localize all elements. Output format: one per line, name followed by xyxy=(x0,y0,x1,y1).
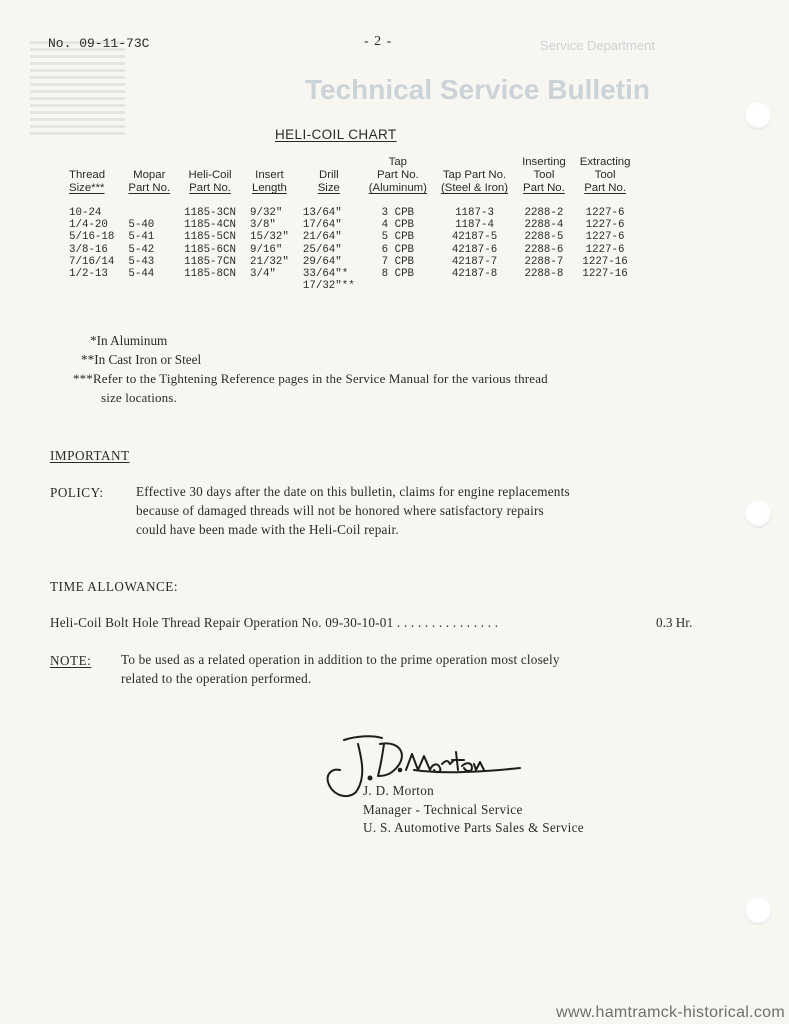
policy-text xyxy=(136,482,716,539)
column-header-7 xyxy=(434,156,515,195)
table-cell: 2288-6 xyxy=(524,243,564,256)
column-header-line: Tap xyxy=(388,156,408,168)
table-cell: 2288-8 xyxy=(524,268,564,281)
table-cell: 13/64" xyxy=(302,207,342,219)
table-cell: 2288-7 xyxy=(524,255,564,268)
table-cell: 33/64"* xyxy=(302,268,349,281)
bleed-through-heading: Service Department xyxy=(540,38,655,53)
column-header-line: Inserting xyxy=(522,156,566,168)
table-cell: 25/64" xyxy=(302,243,342,256)
policy-line-3: could have been made with the Heli-Coil repair. xyxy=(136,522,399,537)
column-header-6 xyxy=(362,156,434,195)
column-header-line: Insert xyxy=(255,169,284,181)
signer-organization: U. S. Automotive Parts Sales & Service xyxy=(363,820,584,836)
table-cell: 42187-5 xyxy=(451,231,498,244)
table-cell: 10-24 xyxy=(69,207,102,219)
chart-title: HELI-COIL CHART xyxy=(275,127,397,142)
table-cell: 7 CPB xyxy=(381,255,415,268)
column-header-1 xyxy=(62,156,121,195)
table-cell: 5/16-18 xyxy=(69,231,115,244)
table-cell: 42187-6 xyxy=(451,243,498,256)
column-header-line: Length xyxy=(252,182,287,194)
column-header-line: Drill xyxy=(318,169,339,181)
footnote-reference-line-1: ***Refer to the Tightening Reference pages in the Service Manual for the various thread xyxy=(73,371,548,386)
table-cell xyxy=(177,280,243,292)
table-cell: 9/16" xyxy=(249,243,283,256)
table-cell xyxy=(243,280,296,292)
column-header-line: Part No. xyxy=(523,182,565,194)
table-cell: 17/64" xyxy=(302,219,342,232)
column-header-9 xyxy=(573,156,638,195)
table-cell xyxy=(121,280,177,292)
table-row xyxy=(62,268,637,280)
bleed-through-logo xyxy=(30,40,125,135)
table-cell: 3/4" xyxy=(249,268,276,281)
table-row xyxy=(62,256,637,268)
signer-name: J. D. Morton xyxy=(363,783,435,798)
column-header-line: (Aluminum) xyxy=(368,182,427,194)
important-heading: IMPORTANT xyxy=(50,448,130,463)
table-cell: 42187-7 xyxy=(451,255,498,268)
table-cell: 17/32"** xyxy=(302,280,355,293)
table-cell: 1227-6 xyxy=(585,243,625,256)
column-header-8 xyxy=(515,156,573,195)
column-header-line: Size*** xyxy=(69,182,105,194)
table-cell: 1227-16 xyxy=(582,268,628,281)
document-number: No. 09-11-73C xyxy=(48,36,150,51)
note-line-1: To be used as a related operation in addition to the prime operation most closely xyxy=(121,652,560,667)
table-cell: 5-43 xyxy=(128,255,155,268)
column-header-line: Part No. xyxy=(189,182,231,194)
table-cell xyxy=(362,280,434,292)
table-cell: 1227-6 xyxy=(585,207,625,219)
table-row xyxy=(62,195,637,219)
table-cell: 3/8-16 xyxy=(69,243,108,256)
table-cell: 7/16/14 xyxy=(69,255,115,268)
note-line-2: related to the operation performed. xyxy=(121,671,312,686)
table-header-row xyxy=(62,156,637,195)
table-cell: 1/4-20 xyxy=(69,219,108,232)
table-cell xyxy=(62,280,121,292)
table-cell: 21/64" xyxy=(302,231,342,244)
table-cell: 4 CPB xyxy=(381,219,415,232)
table-cell: 21/32" xyxy=(249,255,289,268)
footnote-aluminum: *In Aluminum xyxy=(90,333,168,348)
punch-hole-bottom xyxy=(744,897,772,925)
column-header-2 xyxy=(121,156,177,195)
policy-label: POLICY: xyxy=(50,485,104,500)
table-cell: 1185-5CN xyxy=(184,231,236,244)
operation-text: Heli-Coil Bolt Hole Thread Repair Operation No. 09-30-10-01 xyxy=(50,615,394,630)
table-row xyxy=(62,280,637,292)
table-cell: 2288-2 xyxy=(524,207,564,219)
column-header-line: (Steel & Iron) xyxy=(440,182,509,194)
column-header-line: Part No. xyxy=(584,182,626,194)
dot-leader: . . . . . . . . . . . . . . . xyxy=(396,615,499,630)
table-cell: 1227-6 xyxy=(585,231,625,244)
table-row xyxy=(62,244,637,256)
column-header-line: Part No. xyxy=(128,182,171,194)
table-cell: 8 CPB xyxy=(381,268,415,281)
column-header-3 xyxy=(177,156,243,195)
table-cell: 2288-4 xyxy=(524,219,564,232)
table-cell: 2288-5 xyxy=(524,231,564,244)
table-cell xyxy=(515,280,573,292)
table-cell: 5-44 xyxy=(128,268,155,281)
table-cell: 5-40 xyxy=(128,219,155,232)
table-cell: 6 CPB xyxy=(381,243,415,256)
punch-hole-top xyxy=(744,102,772,130)
time-allowance-hours: 0.3 Hr. xyxy=(656,615,693,630)
website-watermark: www.hamtramck-historical.com xyxy=(556,1004,785,1021)
column-header-line: Tap Part No. xyxy=(442,169,507,181)
table-cell: 1185-8CN xyxy=(184,268,236,281)
table-cell xyxy=(121,195,177,219)
table-row xyxy=(62,231,637,243)
footnote-reference xyxy=(73,369,713,407)
time-allowance-line xyxy=(50,613,498,632)
footnote-reference-line-2: size locations. xyxy=(101,390,177,405)
table-cell: 5 CPB xyxy=(381,231,415,244)
column-header-line: Heli-Coil xyxy=(188,169,232,181)
table-cell xyxy=(573,280,638,292)
column-header-5 xyxy=(296,156,362,195)
table-cell xyxy=(434,280,515,292)
table-cell: 1187-4 xyxy=(455,219,494,232)
table-cell: 1185-7CN xyxy=(184,255,236,268)
policy-line-1: Effective 30 days after the date on this bulletin, claims for engine replacements xyxy=(136,484,570,499)
bleed-through-title: Technical Service Bulletin xyxy=(305,74,650,105)
table-cell: 1227-6 xyxy=(585,219,625,232)
table-cell: 5-42 xyxy=(128,243,155,256)
table-cell: 3/8" xyxy=(249,219,276,232)
column-header-line: Extracting xyxy=(579,156,631,168)
table-cell: 9/32" xyxy=(249,207,283,219)
column-header-line: Mopar xyxy=(133,169,166,181)
table-cell: 1185-6CN xyxy=(184,243,236,256)
table-cell: 1187-3 xyxy=(455,207,494,219)
column-header-line: Tool xyxy=(594,169,616,181)
table-cell: 1185-3CN xyxy=(184,207,236,219)
column-header-line: Tool xyxy=(533,169,555,181)
table-cell: 1185-4CN xyxy=(184,219,236,232)
table-row xyxy=(62,219,637,231)
note-text xyxy=(121,650,721,688)
column-header-4 xyxy=(243,156,296,195)
policy-line-2: because of damaged threads will not be honored where satisfactory repairs xyxy=(136,503,544,518)
table-cell: 5-41 xyxy=(128,231,155,244)
time-allowance-heading: TIME ALLOWANCE: xyxy=(50,579,179,594)
table-cell: 42187-8 xyxy=(451,268,498,281)
column-header-line: Thread xyxy=(69,169,106,181)
page-number: - 2 - xyxy=(364,34,393,49)
table-cell: 1/2-13 xyxy=(69,268,108,281)
table-cell: 29/64" xyxy=(302,255,342,268)
signature-block xyxy=(363,782,584,838)
table-cell: 3 CPB xyxy=(381,207,415,219)
punch-hole-middle xyxy=(744,500,772,528)
signer-title: Manager - Technical Service xyxy=(363,801,523,817)
footnote-iron: **In Cast Iron or Steel xyxy=(81,352,202,367)
table-cell: 1227-16 xyxy=(582,255,628,268)
column-header-line: Part No. xyxy=(376,169,419,181)
heli-coil-table xyxy=(62,156,637,292)
table-cell: 15/32" xyxy=(249,231,289,244)
column-header-line: Size xyxy=(317,182,340,194)
note-label: NOTE: xyxy=(50,653,92,668)
